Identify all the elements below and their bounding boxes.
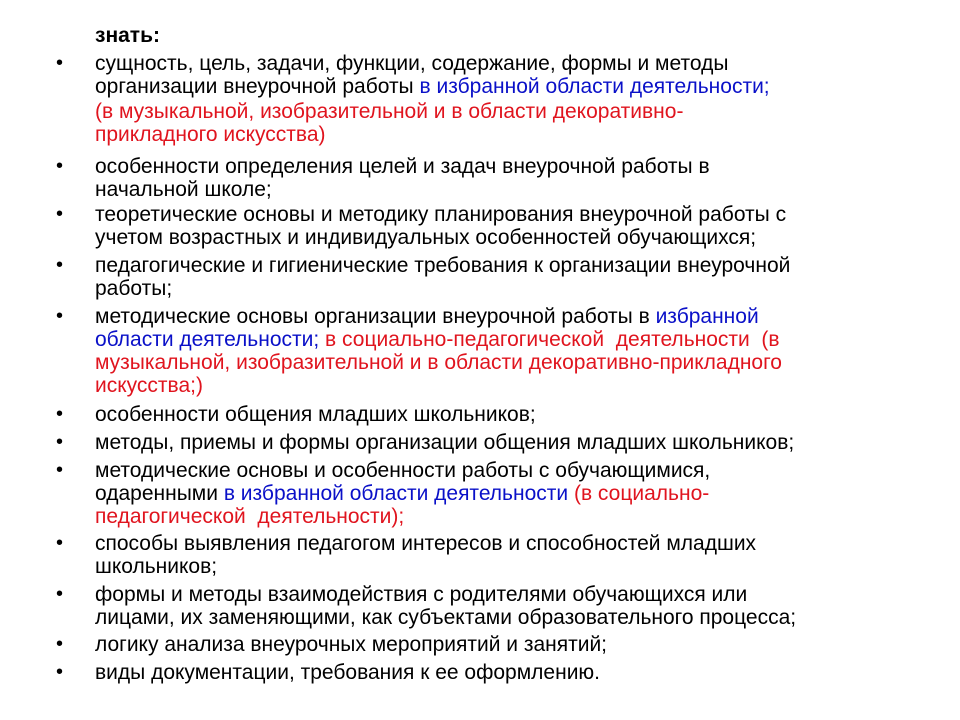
text-segment: способы выявления педагогом интересов и способностей младших xyxy=(95,532,757,555)
list-item-text xyxy=(95,583,925,629)
text-segment: одаренными xyxy=(95,482,224,505)
bullet-dot-icon: • xyxy=(56,661,64,683)
text-segment: организации внеурочной работы xyxy=(95,75,420,98)
list-item-text xyxy=(95,52,925,98)
text-line xyxy=(95,403,925,426)
text-line xyxy=(95,178,925,201)
text-segment: сущность, цель, задачи, функции, содержание, формы и методы xyxy=(95,52,729,75)
text-line xyxy=(95,505,925,528)
red-highlight-text: педагогической деятельности); xyxy=(95,505,405,528)
text-line xyxy=(95,555,925,578)
list-item-text xyxy=(95,155,925,201)
red-highlight-text: прикладного искусства) xyxy=(95,123,326,146)
text-segment: лицами, их заменяющими, как субъектами образовательного процесса; xyxy=(95,606,797,629)
blue-highlight-text: области деятельности; xyxy=(95,328,326,351)
red-highlight-text: (в музыкальной, изобразительной и в области декоративно- xyxy=(95,100,684,123)
bullet-dot-icon: • xyxy=(56,633,64,655)
text-line xyxy=(95,431,925,454)
list-item-text xyxy=(95,254,925,300)
bullet-dot-icon: • xyxy=(56,403,64,425)
list-item-text xyxy=(95,305,925,397)
bullet-dot-icon: • xyxy=(56,52,64,74)
list-item-text xyxy=(95,431,925,454)
red-highlight-text: искусства;) xyxy=(95,374,203,397)
bullet-dot-icon: • xyxy=(56,203,64,225)
text-line xyxy=(95,661,925,684)
text-segment: логику анализа внеурочных мероприятий и занятий; xyxy=(95,633,608,656)
red-highlight-text: музыкальной, изобразительной и в области декоративно-прикладного xyxy=(95,351,782,374)
bullet-dot-icon: • xyxy=(56,532,64,554)
bullet-dot-icon: • xyxy=(56,431,64,453)
bullet-dot-icon: • xyxy=(56,305,64,327)
text-line xyxy=(95,459,925,482)
text-line xyxy=(95,277,925,300)
text-line xyxy=(95,226,925,249)
blue-highlight-text: в избранной области деятельности; xyxy=(419,75,770,98)
text-line xyxy=(95,583,925,606)
slide-heading: знать: xyxy=(95,24,160,47)
red-highlight-text: в социально-педагогической деятельности (в xyxy=(325,328,780,351)
text-line xyxy=(95,100,925,123)
bullet-dot-icon: • xyxy=(56,254,64,276)
text-line xyxy=(95,532,925,555)
list-item-text xyxy=(95,100,925,146)
text-line xyxy=(95,155,925,178)
text-segment: формы и методы взаимодействия с родителями обучающихся или xyxy=(95,583,748,606)
text-segment: теоретические основы и методику планирования внеурочной работы с xyxy=(95,203,787,226)
text-segment: педагогические и гигиенические требования к организации внеурочной xyxy=(95,254,791,277)
text-line xyxy=(95,203,925,226)
text-line xyxy=(95,606,925,629)
bullet-dot-icon: • xyxy=(56,583,64,605)
text-line xyxy=(95,633,925,656)
text-line xyxy=(95,52,925,75)
text-segment: работы; xyxy=(95,277,173,300)
text-line xyxy=(95,123,925,146)
text-line xyxy=(95,351,925,374)
text-segment: виды документации, требования к ее оформлению. xyxy=(95,661,601,684)
text-line xyxy=(95,328,925,351)
text-segment: методические основы и особенности работы с обучающимися, xyxy=(95,459,711,482)
list-item-text xyxy=(95,203,925,249)
list-item-text xyxy=(95,532,925,578)
text-line xyxy=(95,482,925,505)
blue-highlight-text: в избранной области деятельности xyxy=(223,482,574,505)
text-segment: начальной школе; xyxy=(95,178,272,201)
text-segment: особенности общения младших школьников; xyxy=(95,403,536,426)
text-line xyxy=(95,75,925,98)
text-line xyxy=(95,305,925,328)
list-item-text xyxy=(95,633,925,656)
text-segment: методические основы организации внеурочной работы в xyxy=(95,305,656,328)
red-highlight-text: (в социально- xyxy=(573,482,710,505)
list-item-text xyxy=(95,661,925,684)
list-item-text xyxy=(95,459,925,528)
blue-highlight-text: избранной xyxy=(655,305,759,328)
text-segment: учетом возрастных и индивидуальных особенностей обучающихся; xyxy=(95,226,757,249)
bullet-dot-icon: • xyxy=(56,155,64,177)
text-line xyxy=(95,374,925,397)
text-segment: особенности определения целей и задач внеурочной работы в xyxy=(95,155,710,178)
text-line xyxy=(95,254,925,277)
list-item-text xyxy=(95,403,925,426)
bullet-dot-icon: • xyxy=(56,459,64,481)
text-segment: школьников; xyxy=(95,555,218,578)
text-segment: методы, приемы и формы организации общения младших школьников; xyxy=(95,431,795,454)
